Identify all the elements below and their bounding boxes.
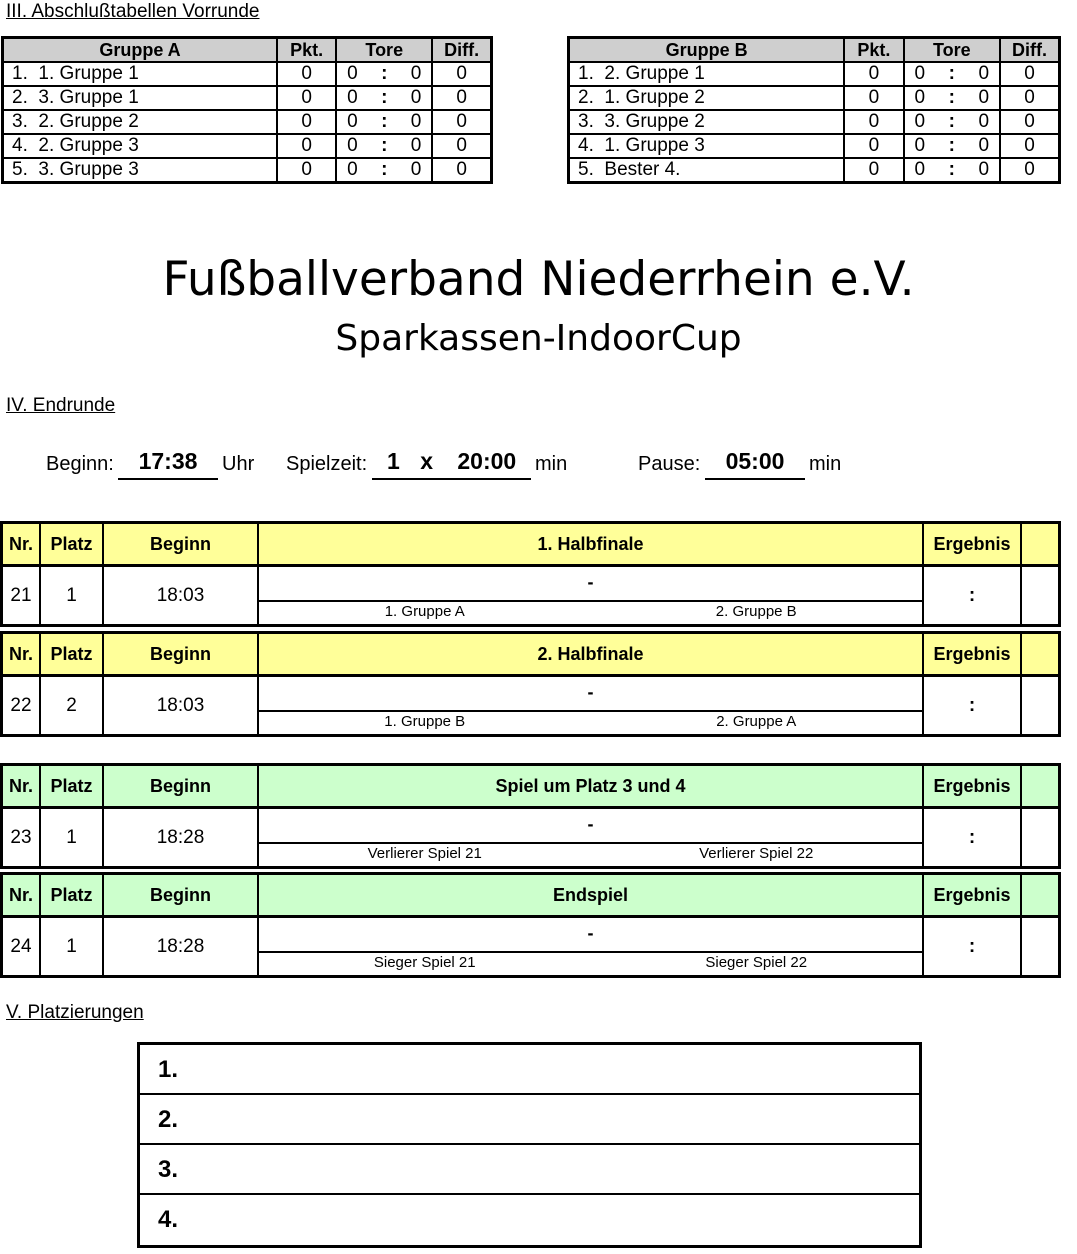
beginn-header: Beginn xyxy=(104,875,259,915)
team-name: 1. Gruppe 2 xyxy=(604,87,705,108)
match-row xyxy=(3,809,1058,866)
group-b-table xyxy=(567,36,1061,184)
tore-header: Tore xyxy=(336,38,432,63)
match-row xyxy=(3,918,1058,975)
goals-against: 0 xyxy=(978,159,990,180)
points-cell: 0 xyxy=(277,110,336,134)
extra-header xyxy=(1022,875,1058,915)
diff-cell: 0 xyxy=(1000,62,1059,86)
match-start: 18:03 xyxy=(104,677,259,734)
extra-cell xyxy=(1022,567,1058,624)
table-row xyxy=(569,158,1060,183)
goals-against: 0 xyxy=(410,87,422,108)
goals-cell xyxy=(336,158,432,183)
page-title: Fußballverband Niederrhein e.V. xyxy=(162,252,915,307)
platz-header: Platz xyxy=(41,634,104,674)
extra-cell xyxy=(1022,677,1058,734)
placement-row: 4. xyxy=(158,1206,179,1233)
home-team: 1. Gruppe B xyxy=(384,713,466,730)
match-pairing xyxy=(259,677,924,734)
goals-against: 0 xyxy=(978,135,990,156)
rank: 3. xyxy=(578,111,594,132)
goals-separator: : xyxy=(948,63,955,84)
match-header xyxy=(3,634,1058,677)
goals-against: 0 xyxy=(978,111,990,132)
goals-against: 0 xyxy=(410,135,422,156)
home-team: Sieger Spiel 21 xyxy=(373,954,476,971)
goals-separator: : xyxy=(381,87,388,108)
goals-for: 0 xyxy=(914,135,926,156)
goals-for: 0 xyxy=(347,135,358,156)
beginn-header: Beginn xyxy=(104,524,259,564)
team-name: 3. Gruppe 3 xyxy=(38,159,139,180)
group-b-title: Gruppe B xyxy=(569,38,845,63)
match-result: : xyxy=(924,918,1022,975)
goals-against: 0 xyxy=(410,111,422,132)
table-row xyxy=(569,62,1060,86)
ergebnis-header: Ergebnis xyxy=(924,875,1022,915)
diff-header: Diff. xyxy=(1000,38,1059,63)
points-cell: 0 xyxy=(844,134,903,158)
goals-for: 0 xyxy=(914,87,926,108)
match-field: 1 xyxy=(41,567,104,624)
goals-cell xyxy=(904,158,1001,183)
away-team: 2. Gruppe B xyxy=(715,603,797,620)
match-field: 1 xyxy=(41,809,104,866)
platz-header: Platz xyxy=(41,524,104,564)
nr-header: Nr. xyxy=(3,634,41,674)
match-start: 18:03 xyxy=(104,567,259,624)
uhr-label: Uhr xyxy=(222,453,255,475)
match-start: 18:28 xyxy=(104,918,259,975)
table-row xyxy=(3,86,492,110)
extra-cell xyxy=(1022,918,1058,975)
placements-table xyxy=(137,1042,922,1248)
points-cell: 0 xyxy=(277,158,336,183)
diff-cell: 0 xyxy=(432,62,491,86)
table-row xyxy=(569,110,1060,134)
goals-against: 0 xyxy=(978,63,990,84)
match-block xyxy=(0,872,1061,978)
min-label: min xyxy=(535,453,568,475)
team-cell xyxy=(3,134,278,158)
diff-cell: 0 xyxy=(432,158,491,183)
home-team: Verlierer Spiel 21 xyxy=(367,845,482,862)
away-team: Verlierer Spiel 22 xyxy=(699,845,814,862)
match-title: Endspiel xyxy=(259,875,924,915)
match-number: 21 xyxy=(3,567,41,624)
team-cell xyxy=(3,62,278,86)
goals-separator: : xyxy=(948,135,955,156)
team-cell xyxy=(3,158,278,183)
nr-header: Nr. xyxy=(3,875,41,915)
match-field: 2 xyxy=(41,677,104,734)
match-number: 23 xyxy=(3,809,41,866)
team-cell xyxy=(3,110,278,134)
table-row xyxy=(3,62,492,86)
points-cell: 0 xyxy=(277,134,336,158)
extra-header xyxy=(1022,634,1058,674)
diff-cell: 0 xyxy=(1000,110,1059,134)
team-name: 1. Gruppe 3 xyxy=(604,135,705,156)
rank: 5. xyxy=(12,159,28,180)
ergebnis-header: Ergebnis xyxy=(924,524,1022,564)
section-heading-platzierungen: V. Platzierungen xyxy=(6,1002,144,1023)
goals-against: 0 xyxy=(410,63,422,84)
home-team: 1. Gruppe A xyxy=(384,603,465,620)
group-b-header xyxy=(569,38,1060,63)
points-cell: 0 xyxy=(844,158,903,183)
spielzeit-value xyxy=(372,448,531,480)
rank: 1. xyxy=(578,63,594,84)
placement-row: 3. xyxy=(140,1145,919,1195)
match-number: 24 xyxy=(3,918,41,975)
beginn-label: Beginn: xyxy=(46,453,114,475)
page-subtitle: Sparkassen-IndoorCup xyxy=(335,318,742,359)
table-row xyxy=(3,134,492,158)
match-title: 1. Halbfinale xyxy=(259,524,924,564)
rank: 2. xyxy=(578,87,594,108)
min-label: min xyxy=(809,453,842,475)
goals-for: 0 xyxy=(347,111,358,132)
team-name: 3. Gruppe 2 xyxy=(604,111,705,132)
extra-header xyxy=(1022,524,1058,564)
match-number: 22 xyxy=(3,677,41,734)
goals-cell xyxy=(904,62,1001,86)
team-cell xyxy=(3,86,278,110)
duration-value: 20:00 xyxy=(457,448,517,474)
diff-header: Diff. xyxy=(432,38,491,63)
rank: 3. xyxy=(12,111,28,132)
goals-for: 0 xyxy=(347,87,358,108)
goals-separator: : xyxy=(948,159,955,180)
team-cell xyxy=(569,62,845,86)
rank: 1. xyxy=(12,63,28,84)
match-header xyxy=(3,524,1058,567)
team-cell xyxy=(569,134,845,158)
goals-separator: : xyxy=(381,111,388,132)
goals-separator: : xyxy=(948,87,955,108)
team-cell xyxy=(569,158,845,183)
rank: 4. xyxy=(578,135,594,156)
nr-header: Nr. xyxy=(3,766,41,806)
team-name: 3. Gruppe 1 xyxy=(38,87,139,108)
times-sign: x xyxy=(420,448,433,474)
goals-separator: : xyxy=(381,135,388,156)
pkt-header: Pkt. xyxy=(844,38,903,63)
table-row xyxy=(569,86,1060,110)
goals-cell xyxy=(336,86,432,110)
diff-cell: 0 xyxy=(432,134,491,158)
match-result: : xyxy=(924,677,1022,734)
points-cell: 0 xyxy=(844,110,903,134)
goals-cell xyxy=(336,62,432,86)
match-pairing xyxy=(259,918,924,975)
match-title: Spiel um Platz 3 und 4 xyxy=(259,766,924,806)
team-cell xyxy=(569,110,845,134)
platz-header: Platz xyxy=(41,766,104,806)
team-name: 2. Gruppe 3 xyxy=(38,135,139,156)
table-row xyxy=(3,110,492,134)
beginn-value: 17:38 xyxy=(118,448,218,480)
rank: 5. xyxy=(578,159,594,180)
goals-cell xyxy=(336,134,432,158)
diff-cell: 0 xyxy=(1000,86,1059,110)
section-heading-endrunde: IV. Endrunde xyxy=(6,395,116,416)
match-block xyxy=(0,521,1061,627)
match-row xyxy=(3,677,1058,734)
pkt-header: Pkt. xyxy=(277,38,336,63)
team-name: 2. Gruppe 2 xyxy=(38,111,139,132)
nr-header: Nr. xyxy=(3,524,41,564)
spielzeit-label: Spielzeit: xyxy=(286,453,368,475)
match-result: : xyxy=(924,567,1022,624)
goals-for: 0 xyxy=(347,159,358,180)
diff-cell: 0 xyxy=(432,86,491,110)
pairing-entry: - xyxy=(259,809,922,844)
pairing-entry: - xyxy=(259,567,922,602)
diff-cell: 0 xyxy=(1000,158,1059,183)
match-title: 2. Halbfinale xyxy=(259,634,924,674)
match-pairing xyxy=(259,809,924,866)
ergebnis-header: Ergebnis xyxy=(924,634,1022,674)
section-heading-vorrunde: III. Abschlußtabellen Vorrunde xyxy=(6,1,260,22)
team-name: 2. Gruppe 1 xyxy=(604,63,705,84)
match-result: : xyxy=(924,809,1022,866)
match-pairing xyxy=(259,567,924,624)
goals-for: 0 xyxy=(914,63,926,84)
placement-row: 1. xyxy=(140,1045,919,1095)
match-block xyxy=(0,763,1061,869)
team-name: 1. Gruppe 1 xyxy=(38,63,139,84)
match-start: 18:28 xyxy=(104,809,259,866)
points-cell: 0 xyxy=(277,86,336,110)
goals-separator: : xyxy=(381,159,388,180)
goals-for: 0 xyxy=(347,63,358,84)
diff-cell: 0 xyxy=(1000,134,1059,158)
goals-separator: : xyxy=(381,63,388,84)
match-header xyxy=(3,875,1058,918)
team-cell xyxy=(569,86,845,110)
tore-header: Tore xyxy=(904,38,1001,63)
rank: 2. xyxy=(12,87,28,108)
group-a-title: Gruppe A xyxy=(3,38,278,63)
extra-cell xyxy=(1022,809,1058,866)
beginn-header: Beginn xyxy=(104,766,259,806)
pairing-entry: - xyxy=(259,677,922,712)
away-team: Sieger Spiel 22 xyxy=(705,954,808,971)
goals-separator: : xyxy=(948,111,955,132)
halves-value: 1 xyxy=(387,448,400,474)
ergebnis-header: Ergebnis xyxy=(924,766,1022,806)
match-block xyxy=(0,631,1061,737)
table-row xyxy=(3,158,492,183)
pause-label: Pause: xyxy=(638,453,701,475)
goals-cell xyxy=(904,134,1001,158)
team-name: Bester 4. xyxy=(604,159,681,180)
platz-header: Platz xyxy=(41,875,104,915)
points-cell: 0 xyxy=(844,86,903,110)
placement-row: 2. xyxy=(140,1095,919,1145)
rank: 4. xyxy=(12,135,28,156)
points-cell: 0 xyxy=(844,62,903,86)
points-cell: 0 xyxy=(277,62,336,86)
goals-cell xyxy=(336,110,432,134)
diff-cell: 0 xyxy=(432,110,491,134)
goals-cell xyxy=(904,110,1001,134)
table-row xyxy=(569,134,1060,158)
pause-value: 05:00 xyxy=(705,448,805,480)
goals-for: 0 xyxy=(914,159,926,180)
away-team: 2. Gruppe A xyxy=(716,713,797,730)
goals-against: 0 xyxy=(410,159,422,180)
goals-against: 0 xyxy=(978,87,990,108)
group-a-table xyxy=(1,36,493,184)
match-field: 1 xyxy=(41,918,104,975)
beginn-header: Beginn xyxy=(104,634,259,674)
pairing-entry: - xyxy=(259,918,922,953)
match-row xyxy=(3,567,1058,624)
goals-for: 0 xyxy=(914,111,926,132)
extra-header xyxy=(1022,766,1058,806)
group-a-header xyxy=(3,38,492,63)
goals-cell xyxy=(904,86,1001,110)
match-header xyxy=(3,766,1058,809)
